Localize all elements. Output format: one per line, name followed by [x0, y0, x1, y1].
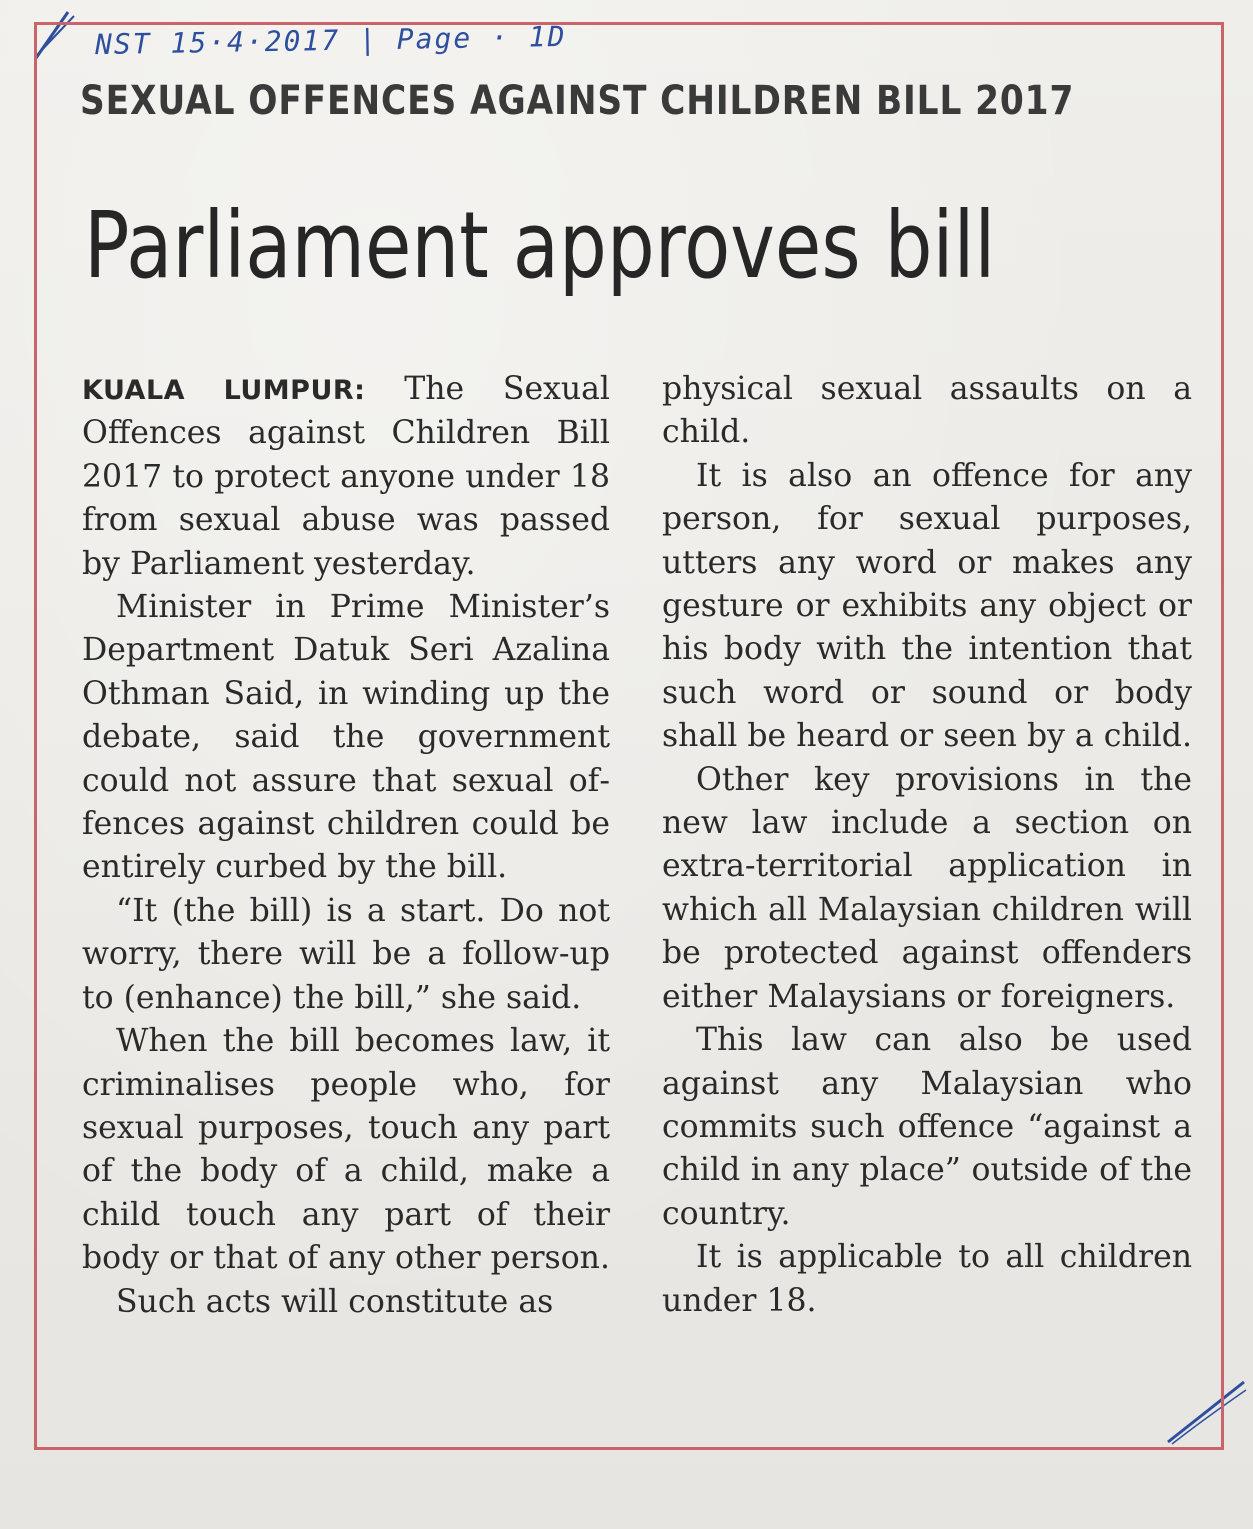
article-paragraph: When the bill becomes law, it criminalises people who, for sexual purposes, touch any part of the body of a child, make a child touch any part of their body or that of any other person.: [82, 1023, 610, 1277]
article-paragraph: physical sexual assaults on a child.: [662, 371, 1192, 451]
article-paragraph: It is applicable to all children under 18.: [662, 1239, 1192, 1319]
article-paragraph: “It (the bill) is a start. Do not worry, there will be a follow-up to (enhance) the bill,” she said.: [82, 892, 610, 1016]
handwritten-source-note: NST 15·4·2017 | Page · 1D: [94, 19, 567, 62]
article-paragraph: This law can also be used against any Malaysian who commits such offence “against a child in any place” outside of the country.: [662, 1022, 1192, 1232]
article-paragraph: Other key provisions in the new law include a section on extra-territorial application in which all Malaysian children will be protected against offenders either Malaysians or foreigners.: [662, 761, 1192, 1015]
article-paragraph: Such acts will constitute as: [116, 1283, 554, 1320]
paragraph-text: The Sexual Offences against Children Bill 2017 to protect anyone under 18 from sexual abuse was passed by Parliament yesterday.: [82, 371, 610, 582]
article-paragraph: It is also an offence for any person, for sexual purposes, utters any word or makes any gesture or exhibits any object or his body with the intention that such word or sound or body shall be heard or seen by a child.: [662, 457, 1192, 755]
article-paragraph: [82, 368, 610, 586]
article-column-left: [82, 368, 610, 1324]
dateline: KUALA LUMPUR:: [82, 375, 366, 406]
section-kicker: SEXUAL OFFENCES AGAINST CHILDREN BILL 2017: [80, 78, 1075, 124]
headline: Parliament approves bill: [84, 192, 996, 299]
article-paragraph: Minister in Prime Minister’s Department Datuk Seri Azalina Othman Said, in winding up the debate, said the government could not assure that sexual offences against children could be entirely curbed by the bill.: [82, 589, 610, 886]
article-column-right: [662, 368, 1192, 1323]
